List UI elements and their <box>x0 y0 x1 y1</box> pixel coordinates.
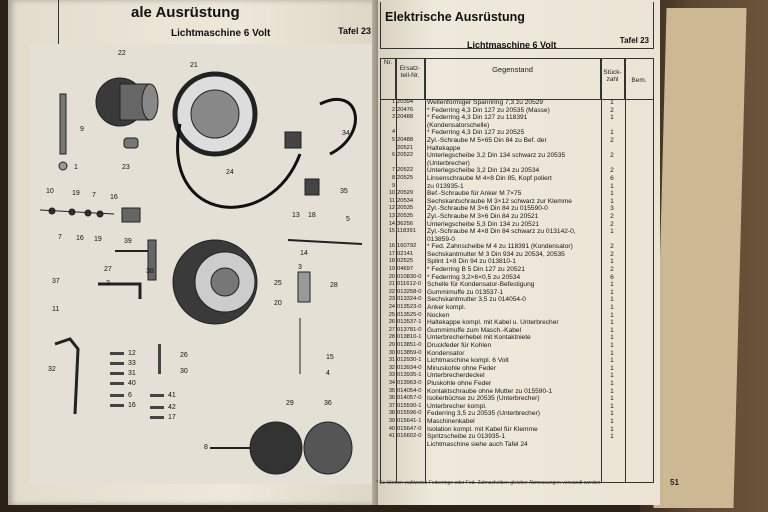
table-cell-d: * Federring 4,3 Din 127 zu 20535 (Masse) <box>427 106 550 114</box>
table-cell-q: 1 <box>610 296 614 304</box>
header-bem: Bem. <box>631 77 647 84</box>
callout: 1 <box>74 164 78 171</box>
table-cell-d: Bef.-Schraube für Anker M 7×75 <box>427 190 522 198</box>
left-page-title: ale Ausrüstung <box>131 4 240 21</box>
table-cell-q: 1 <box>610 342 614 349</box>
callout: 14 <box>300 250 308 257</box>
table-cell-d: Zyl.-Schraube M 5×65 Din 84 zu Bef. der <box>427 136 547 144</box>
table-cell-n: 2 <box>391 106 395 113</box>
callout: 10 <box>46 188 54 195</box>
table-cell-q: 1 <box>610 417 614 425</box>
table-row <box>381 228 653 236</box>
callout: 34 <box>342 130 350 137</box>
table-row <box>381 327 653 335</box>
table-cell-n: 19 <box>388 266 395 273</box>
callout: 8 <box>204 444 208 451</box>
table-cell-p: 36256 <box>397 220 414 227</box>
left-plate-number: Tafel 23 <box>338 26 371 36</box>
table-cell-d: Unterbrecher kompl. <box>427 402 487 410</box>
table-cell-d: Anker kompl. <box>427 304 466 312</box>
callout: 27 <box>104 266 112 273</box>
table-cell-d: Wellenförmiger Spannring 7,3 zu 20529 <box>427 99 544 106</box>
table-cell-p: 160792 <box>397 243 417 250</box>
callout: 42 <box>168 404 176 411</box>
callout: 5 <box>346 216 350 223</box>
left-page <box>8 0 380 505</box>
right-header-box <box>380 2 654 49</box>
header-nr: Nr. <box>381 59 396 99</box>
table-cell-p: 20522 <box>397 167 414 174</box>
table-cell-d: Lichtmaschine siehe auch Tafel 24 <box>427 440 528 448</box>
callout: 40 <box>128 380 136 387</box>
callout: 32 <box>48 366 56 373</box>
table-row <box>381 160 653 168</box>
table-cell-d: Schelle für Kondensator-Befestigung <box>427 281 535 289</box>
table-cell-d: * Fed. Zahnscheibe M 4 zu 118391 (Kondensator) <box>427 243 573 251</box>
table-cell-n: 24 <box>388 304 395 311</box>
callout: 29 <box>286 400 294 407</box>
callout: 2 <box>106 280 110 287</box>
table-cell-n: 14 <box>388 220 395 227</box>
callout: 3 <box>298 264 302 271</box>
table-row <box>381 441 653 449</box>
table-row <box>381 418 653 426</box>
table-cell-d: Kondensator <box>427 349 465 357</box>
table-row <box>381 114 653 122</box>
table-cell-n: 11 <box>389 197 395 204</box>
callout: 16 <box>128 402 136 409</box>
table-cell-p: 013935-1 <box>397 372 422 379</box>
table-cell-d: Kontaktschraube ohne Mutter zu 015590-1 <box>427 387 552 395</box>
table-cell-n: 35 <box>388 387 395 394</box>
table-cell-p: 015641-1 <box>397 417 422 424</box>
table-cell-d: Maschinenkabel <box>427 417 475 425</box>
callout: 20 <box>274 300 282 307</box>
table-row <box>381 380 653 388</box>
table-cell-d: Haltekappe <box>427 144 461 152</box>
table-cell-n: 13 <box>388 212 395 219</box>
table-cell-q: 1 <box>610 349 614 357</box>
footnote: * Es können wahlweise Federringe oder Fed.-Zahnscheiben gleicher Abmessungen verwandt werden. <box>376 480 602 486</box>
table-row <box>381 183 653 191</box>
table-cell-n: 38 <box>388 410 395 417</box>
callout: 7 <box>92 192 96 199</box>
header-gegenstand: Gegenstand <box>425 59 601 99</box>
table-cell-d: Zyl.-Schraube M 3×6 Din 84 zu 015590-0 <box>427 205 548 213</box>
table-row <box>381 410 653 418</box>
table-cell-p: 013810-1 <box>397 334 422 341</box>
table-row <box>381 205 653 213</box>
table-cell-n: 15 <box>388 228 395 235</box>
table-cell-p: 013523-0 <box>397 304 422 311</box>
table-cell-d: Sechskantschraube M 3×12 schwarz zur Klemme <box>427 197 572 205</box>
page-number: 51 <box>670 478 679 487</box>
table-cell-d: * Federring B 5 Din 127 zu 20521 <box>427 266 525 274</box>
table-cell-d: Sechskantmutter M 3 Din 934 zu 20534, 20535 <box>427 250 565 258</box>
table-cell-n: 20 <box>388 273 395 280</box>
table-cell-d: * Federring 4,3 Din 127 zu 118391 <box>427 114 528 122</box>
table-cell-q: 1 <box>610 228 614 236</box>
table-cell-q: 1 <box>610 326 614 334</box>
callout: 15 <box>326 354 334 361</box>
left-page-subtitle: Lichtmaschine 6 Volt <box>171 28 271 39</box>
callout: 30 <box>180 368 188 375</box>
callout: 9 <box>80 126 84 133</box>
table-cell-q: 1 <box>610 190 614 198</box>
table-cell-n: 25 <box>388 311 395 318</box>
table-cell-n: 40 <box>388 425 395 432</box>
table-cell-n: 23 <box>388 296 395 303</box>
table-cell-q: 1 <box>610 129 614 137</box>
table-row <box>381 296 653 304</box>
table-cell-q: 2 <box>610 167 614 175</box>
table-cell-d: Spritzscheibe zu 013935-1 <box>427 433 506 441</box>
table-cell-n: 28 <box>388 334 395 341</box>
table-row <box>381 152 653 160</box>
table-row <box>381 213 653 221</box>
table-cell-p: 20521 <box>397 144 414 151</box>
table-cell-n: 26 <box>388 319 395 326</box>
table-row <box>381 221 653 229</box>
table-cell-q: 1 <box>610 395 614 403</box>
callout: 35 <box>340 188 348 195</box>
table-cell-d: Lichtmaschine kompl. 6 Volt <box>427 357 509 365</box>
table-cell-p: 20394 <box>397 99 414 105</box>
table-cell-d: Unterlegscheibe 5,3 Din 134 zu 20521 <box>427 220 540 228</box>
callout: 13 <box>292 212 300 219</box>
table-cell-q: 1 <box>610 304 614 312</box>
table-cell-n: 31 <box>388 357 395 364</box>
table-cell-p: 04697 <box>397 266 414 273</box>
callout: 26 <box>180 352 188 359</box>
table-cell-n: 33 <box>388 372 395 379</box>
table-cell-p: 013781-0 <box>397 326 422 333</box>
table-cell-n: 6 <box>391 152 395 159</box>
table-cell-d: Unterbrecherhebel mit Kontaktniete <box>427 334 531 342</box>
table-cell-q: 1 <box>610 387 614 395</box>
table-cell-d: Unterbrecherdeckel <box>427 372 485 380</box>
table-cell-n: 29 <box>388 342 395 348</box>
table-row <box>381 433 653 441</box>
table-row <box>381 107 653 115</box>
table-row <box>381 388 653 396</box>
callout: 33 <box>128 360 136 367</box>
callout: 18 <box>308 212 316 219</box>
callout: 16 <box>110 194 118 201</box>
table-row <box>381 137 653 145</box>
callout: 25 <box>274 280 282 287</box>
table-cell-q: 6 <box>610 174 614 182</box>
table-cell-p: 20535 <box>397 205 414 212</box>
table-cell-d: Pluskohle ohne Feder <box>427 379 492 387</box>
table-cell-p: 012930-1 <box>397 357 422 364</box>
table-row <box>381 99 653 107</box>
table-cell-q: 3 <box>610 205 614 213</box>
table-cell-d: Unterlegscheibe 3,2 Din 134 schwarz zu 20535 <box>427 152 566 160</box>
callout: 21 <box>190 62 198 69</box>
table-cell-q: 1 <box>610 319 614 327</box>
table-row <box>381 350 653 358</box>
table-row <box>381 129 653 137</box>
callout: 7 <box>58 234 62 241</box>
table-cell-n: 16 <box>388 243 395 250</box>
callout: 39 <box>124 238 132 245</box>
table-cell-q: 2 <box>610 212 614 220</box>
table-cell-q: 1 <box>610 281 614 289</box>
table-row <box>381 365 653 373</box>
table-cell-q: 1 <box>610 311 614 319</box>
callout: 23 <box>122 164 130 171</box>
table-row <box>381 289 653 297</box>
table-row <box>381 190 653 198</box>
table-cell-n: 32 <box>388 364 395 371</box>
callout: 4 <box>326 370 330 377</box>
exploded-parts-diagram <box>30 44 372 484</box>
diagram-callout-labels <box>30 44 372 484</box>
table-row <box>381 304 653 312</box>
table-cell-p: 013851-0 <box>397 342 422 348</box>
table-cell-n: 8 <box>391 174 395 181</box>
table-cell-p: 013963-0 <box>397 379 422 386</box>
table-cell-q: 1 <box>610 357 614 365</box>
table-row <box>381 167 653 175</box>
table-cell-p: 20534 <box>397 197 414 204</box>
table-cell-q: 2 <box>610 136 614 144</box>
callout: 19 <box>94 236 102 243</box>
table-cell-p: 013537-1 <box>397 319 422 326</box>
callout: 16 <box>76 235 84 242</box>
table-cell-p: 015596-0 <box>397 410 422 417</box>
table-row <box>381 251 653 259</box>
table-row <box>381 274 653 282</box>
table-row <box>381 357 653 365</box>
table-cell-d: Zyl.-Schraube M 3×6 Din 84 zu 20521 <box>427 212 539 220</box>
table-cell-d: (Unterbrecher) <box>427 159 470 167</box>
table-cell-p: 20488 <box>397 136 414 143</box>
table-row <box>381 175 653 183</box>
table-cell-q: 1 <box>610 425 614 433</box>
callout: 11 <box>52 306 60 313</box>
table-cell-p: 20529 <box>397 190 414 197</box>
table-cell-n: 21 <box>388 281 395 288</box>
table-cell-d: Nocken <box>427 311 450 319</box>
callout: 6 <box>128 392 132 399</box>
table-cell-p: 013258-0 <box>397 288 422 295</box>
header-ersatzteil: Ersatz-teil-Nr. <box>396 59 425 99</box>
table-cell-d: Isolierbüchse zu 20535 (Unterbrecher) <box>427 395 540 403</box>
table-cell-n: 41 <box>388 433 395 440</box>
table-cell-q: 1 <box>610 182 614 190</box>
table-cell-q: 1 <box>610 410 614 418</box>
table-cell-p: 20522 <box>397 152 414 159</box>
callout: 17 <box>168 414 176 421</box>
callout: 36 <box>324 400 332 407</box>
table-cell-n: 22 <box>388 288 395 295</box>
table-cell-d: * Federring 3,2×6×0,5 zu 20534 <box>427 273 521 281</box>
table-cell-d: Sechskantmutter 3,5 zu 014054-0 <box>427 296 526 304</box>
callout: 19 <box>72 190 80 197</box>
table-cell-q: 2 <box>610 250 614 258</box>
table-cell-q: 1 <box>610 402 614 410</box>
underlying-page <box>653 8 746 508</box>
callout: 22 <box>118 50 126 57</box>
table-row <box>381 145 653 153</box>
table-cell-q: 2 <box>610 243 614 251</box>
table-body <box>381 99 653 448</box>
table-cell-p: 014054-0 <box>397 387 422 394</box>
table-cell-q: 6 <box>610 273 614 281</box>
table-cell-d: Unterlegscheibe 3,2 Din 134 zu 20534 <box>427 167 540 175</box>
table-cell-d: Zyl.-Schraube M 4×8 Din 84 schwarz zu 013142-0, <box>427 228 576 236</box>
table-cell-q: 1 <box>610 334 614 342</box>
callout: 41 <box>168 392 176 399</box>
table-cell-p: 02525 <box>397 258 414 265</box>
table-cell-d: Federring 3,5 zu 20535 (Unterbrecher) <box>427 410 540 418</box>
table-row <box>381 258 653 266</box>
table-row <box>381 198 653 206</box>
table-cell-d: Haltekappe kompl. mit Kabel u. Unterbrecher <box>427 319 559 327</box>
table-cell-n: 10 <box>388 190 395 197</box>
table-cell-n: 36 <box>388 395 395 402</box>
table-cell-d: Druckfeder für Kohlen <box>427 342 492 349</box>
table-cell-n: 12 <box>388 205 395 212</box>
table-cell-p: 02141 <box>397 250 414 257</box>
table-row <box>381 312 653 320</box>
table-cell-n: 27 <box>388 326 395 333</box>
table-row <box>381 395 653 403</box>
table-cell-n: 39 <box>388 417 395 424</box>
table-row <box>381 243 653 251</box>
table-cell-p: 014057-0 <box>397 395 422 402</box>
callout: 38 <box>146 268 154 275</box>
table-cell-n: 34 <box>388 379 395 386</box>
table-cell-p: 013324-0 <box>397 296 422 303</box>
callout: 31 <box>128 370 136 377</box>
table-cell-q: 1 <box>610 364 614 372</box>
table-cell-p: 20476 <box>397 106 414 113</box>
table-cell-q: 1 <box>610 288 614 296</box>
table-row <box>381 281 653 289</box>
table-cell-q: 2 <box>610 266 614 274</box>
right-page-subtitle: Lichtmaschine 6 Volt <box>467 40 557 50</box>
table-cell-d: Linsenschraube M 4×8 Din 85, Kopf poliert <box>427 174 552 182</box>
table-cell-q: 1 <box>610 197 614 205</box>
table-cell-n: 17 <box>388 250 395 257</box>
table-cell-q: 2 <box>610 152 614 160</box>
table-cell-p: 20535 <box>397 212 414 219</box>
table-cell-p: 015647-0 <box>397 425 422 432</box>
table-row <box>381 122 653 130</box>
table-cell-n: 5 <box>391 136 395 143</box>
table-cell-d: zu 013935-1 <box>427 182 464 190</box>
table-cell-d: Gummimuffe zu 013537-1 <box>427 288 504 296</box>
callout: 24 <box>226 169 234 176</box>
table-cell-p: 011612-0 <box>397 281 422 288</box>
table-cell-q: 2 <box>610 106 614 114</box>
table-cell-q: 1 <box>610 114 614 122</box>
table-cell-p: 118391 <box>397 228 416 235</box>
table-cell-n: 9 <box>391 182 395 189</box>
table-cell-q: 1 <box>610 379 614 387</box>
table-cell-q: 1 <box>610 433 614 441</box>
table-cell-p: 016602-0 <box>397 433 422 440</box>
table-row <box>381 266 653 274</box>
table-cell-d: (Kondensatorschelle) <box>427 121 490 129</box>
table-cell-d: 013859-0 <box>427 235 455 243</box>
table-cell-d: Splint 1×8 Din 94 zu 013810-1 <box>427 258 516 266</box>
table-row <box>381 403 653 411</box>
table-cell-n: 18 <box>388 258 395 265</box>
table-row <box>381 319 653 327</box>
header-stueckzahl: Stück-zahl <box>601 59 625 99</box>
table-row <box>381 342 653 350</box>
callout: 12 <box>128 350 136 357</box>
table-row <box>381 236 653 244</box>
table-cell-p: 015590-1 <box>397 402 422 409</box>
table-header <box>381 59 653 100</box>
table-row <box>381 426 653 434</box>
table-cell-p: 010830-0 <box>397 273 422 280</box>
table-cell-n: 37 <box>388 402 395 409</box>
table-cell-q: 1 <box>610 258 614 266</box>
table-cell-p: 013934-0 <box>397 364 422 371</box>
right-plate-number: Tafel 23 <box>619 36 649 45</box>
table-row <box>381 334 653 342</box>
table-cell-q: 2 <box>610 220 614 228</box>
callout: 37 <box>52 278 60 285</box>
right-page-title: Elektrische Ausrüstung <box>385 10 525 24</box>
table-cell-p: 013525-0 <box>397 311 422 318</box>
table-cell-q: 1 <box>610 372 614 380</box>
table-cell-d: Minuskohle ohne Feder <box>427 364 496 372</box>
callout: 28 <box>330 282 338 289</box>
table-cell-p: 20525 <box>397 174 414 181</box>
parts-table <box>380 58 654 483</box>
table-cell-n: 4 <box>391 129 395 136</box>
table-cell-p: 013859-0 <box>397 349 422 356</box>
table-cell-d: Isolation kompl. mit Kabel für Klemme <box>427 425 538 433</box>
table-cell-n: 30 <box>388 349 395 356</box>
table-cell-q: 1 <box>610 99 614 106</box>
table-cell-d: * Federring 4,3 Din 127 zu 20525 <box>427 129 525 137</box>
table-cell-n: 1 <box>391 99 395 105</box>
table-row <box>381 372 653 380</box>
table-cell-d: Gummimuffe zum Masch.-Kabel <box>427 326 522 334</box>
table-cell-n: 7 <box>391 167 395 174</box>
table-cell-n: 3 <box>391 114 395 121</box>
table-cell-p: 20488 <box>397 114 414 121</box>
